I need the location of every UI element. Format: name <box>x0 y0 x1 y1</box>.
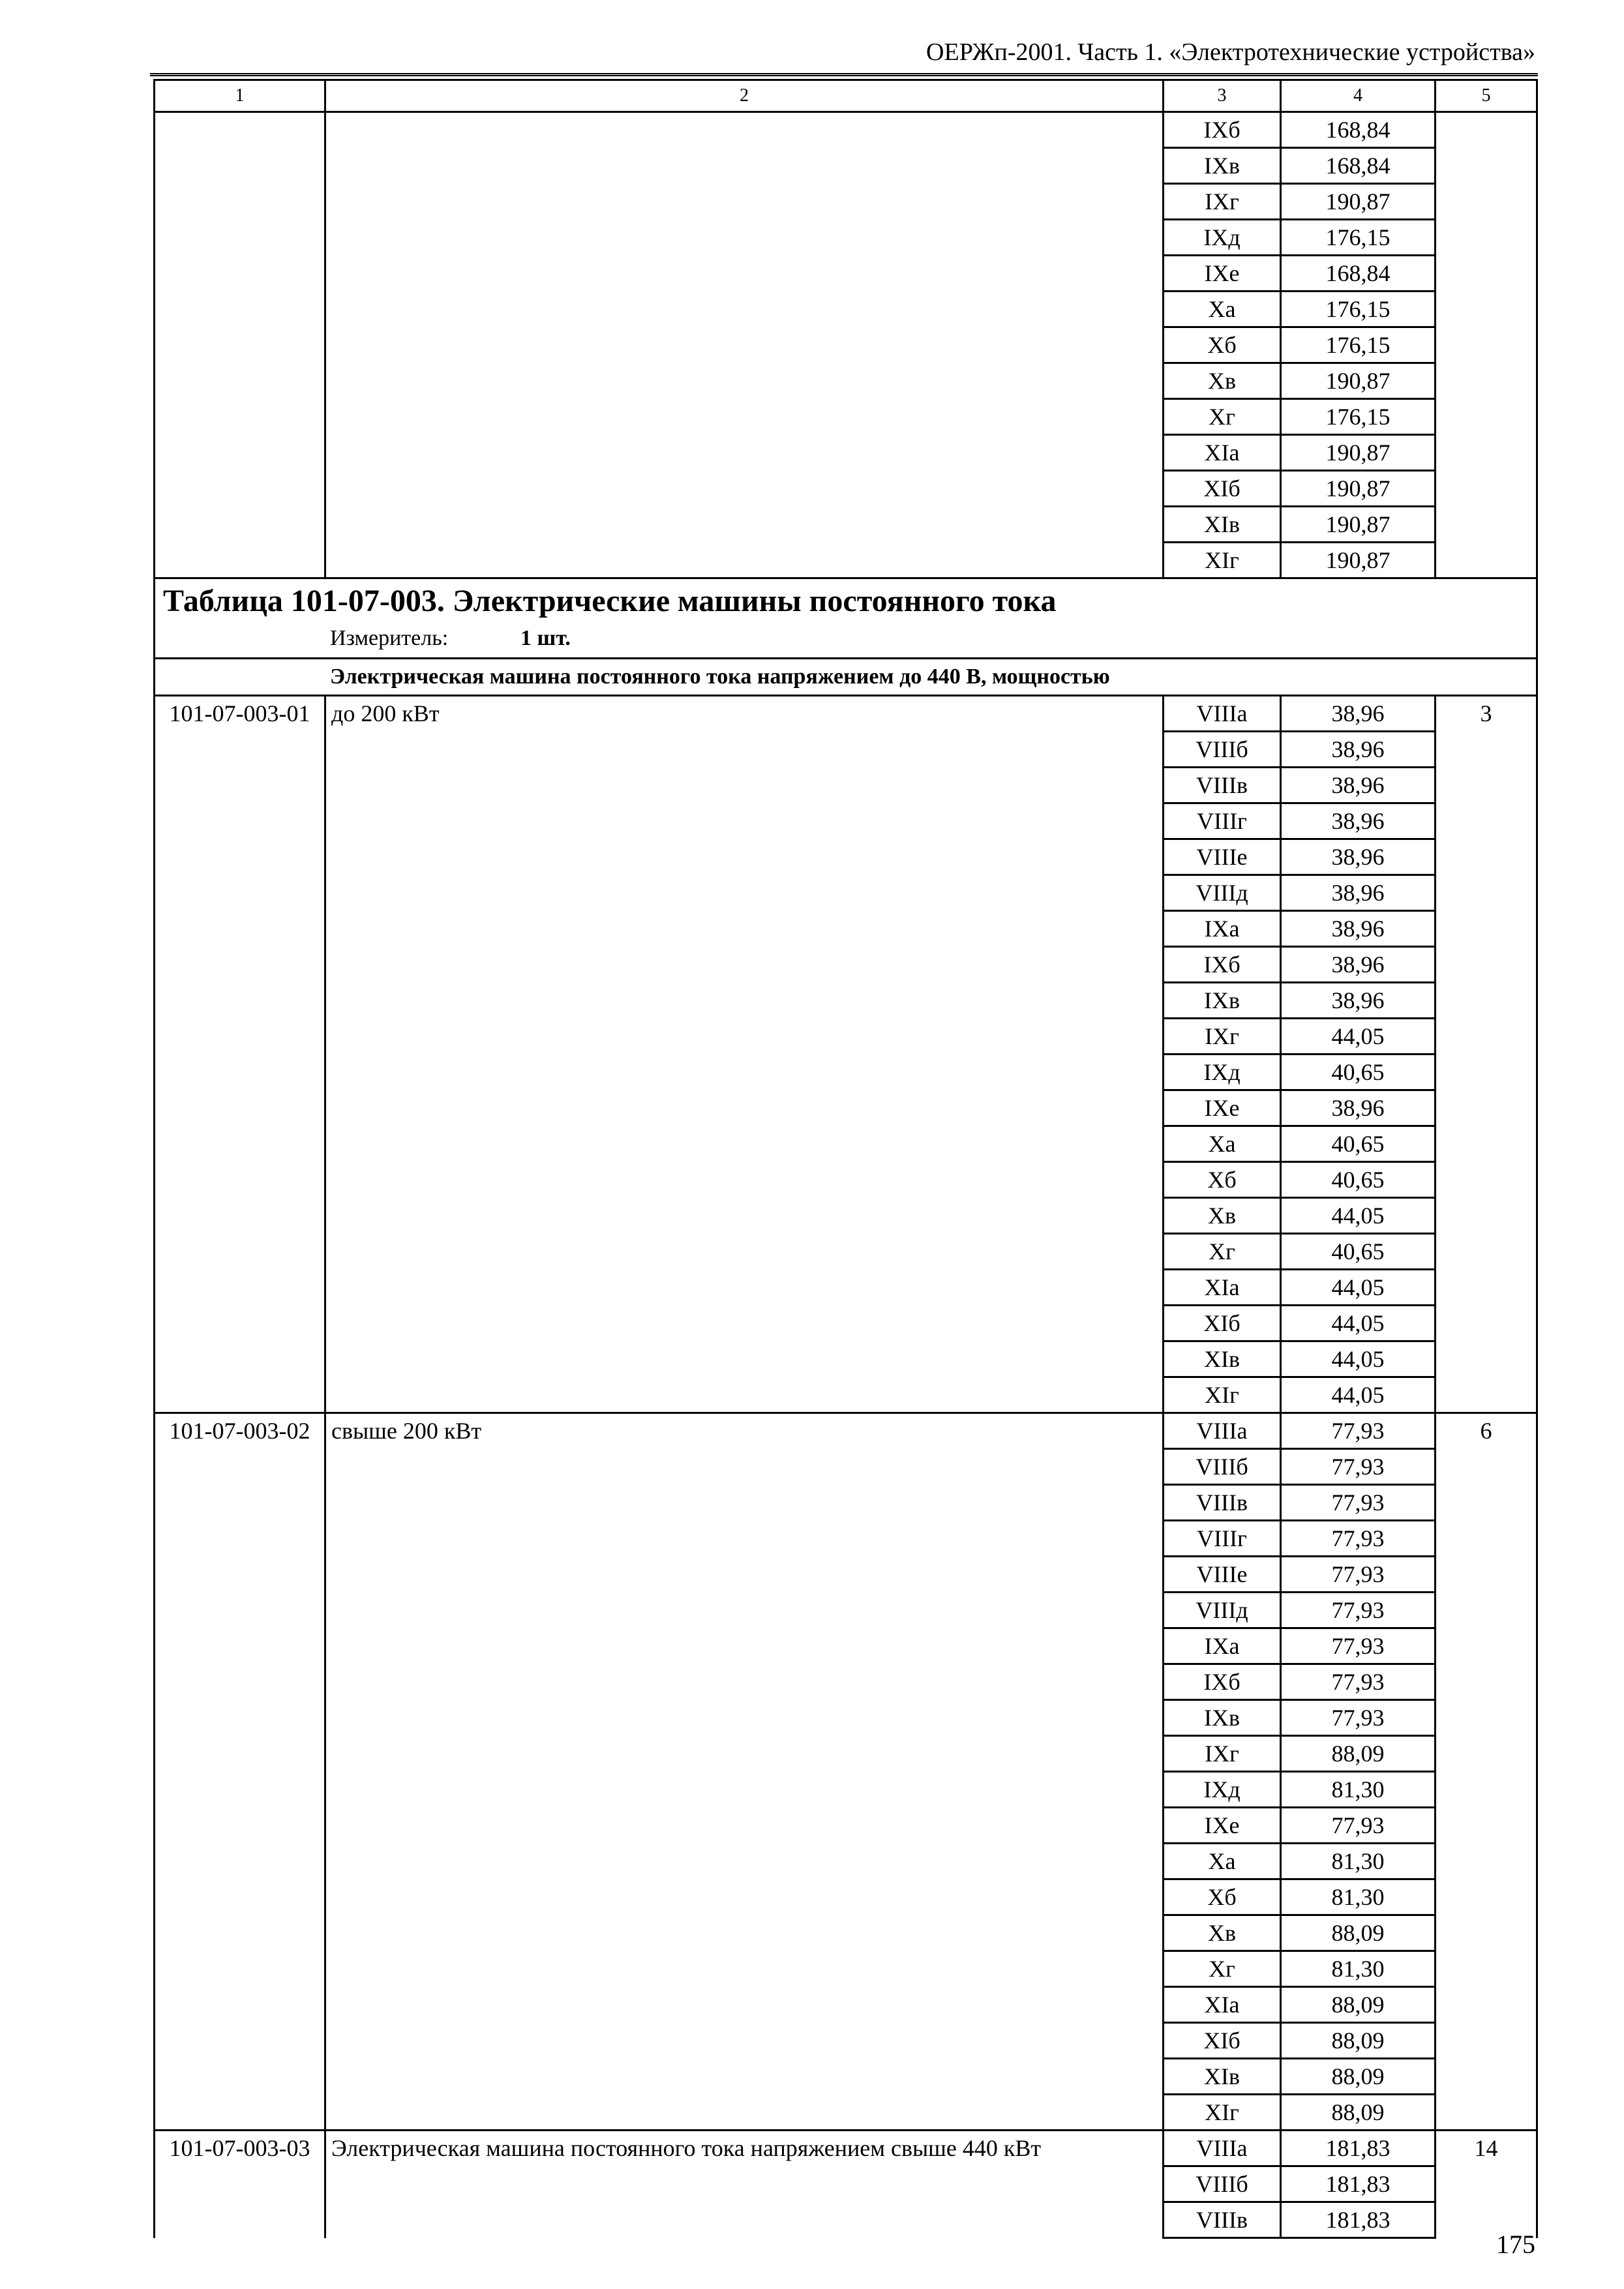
rates-table <box>153 79 1538 2239</box>
zone-cell: Xб <box>1164 1879 1281 1915</box>
zone-cell: VIIIв <box>1164 768 1281 803</box>
zone-cell: Xа <box>1164 1844 1281 1879</box>
value-cell: 176,15 <box>1281 292 1436 327</box>
zone-cell: Xг <box>1164 399 1281 435</box>
zone-cell: VIIIе <box>1164 839 1281 875</box>
value-cell: 168,84 <box>1281 148 1436 184</box>
zone-cell: XIв <box>1164 507 1281 543</box>
value-cell: 168,84 <box>1281 256 1436 292</box>
zone-cell: IXг <box>1164 184 1281 220</box>
value-cell: 44,05 <box>1281 1341 1436 1377</box>
value-cell: 38,96 <box>1281 732 1436 768</box>
value-cell: 38,96 <box>1281 696 1436 732</box>
page-number: 175 <box>1496 2230 1535 2259</box>
note-cell <box>1436 112 1537 578</box>
table-row <box>155 112 1537 148</box>
value-cell: 181,83 <box>1281 2131 1436 2166</box>
zone-cell: VIIIв <box>1164 2202 1281 2238</box>
value-cell: 77,93 <box>1281 1808 1436 1844</box>
zone-cell: IXв <box>1164 983 1281 1019</box>
value-cell: 88,09 <box>1281 1915 1436 1951</box>
value-cell: 81,30 <box>1281 1879 1436 1915</box>
value-cell: 88,09 <box>1281 2023 1436 2059</box>
zone-cell: VIIIб <box>1164 2166 1281 2202</box>
zone-cell: IXа <box>1164 1628 1281 1664</box>
zone-cell: Xа <box>1164 1126 1281 1162</box>
value-cell: 176,15 <box>1281 220 1436 256</box>
zone-cell: Xб <box>1164 327 1281 363</box>
value-cell: 40,65 <box>1281 1126 1436 1162</box>
value-cell: 77,93 <box>1281 1449 1436 1485</box>
zone-cell: IXд <box>1164 1055 1281 1090</box>
value-cell: 44,05 <box>1281 1270 1436 1306</box>
table-caption-title: Таблица 101-07-003. Электрические машины постоянного тока <box>163 584 1057 618</box>
value-cell: 77,93 <box>1281 1664 1436 1700</box>
zone-cell: Xа <box>1164 292 1281 327</box>
zone-cell: IXа <box>1164 911 1281 947</box>
column-number: 2 <box>325 80 1164 112</box>
zone-cell: VIIIв <box>1164 1485 1281 1521</box>
zone-cell: VIIIб <box>1164 732 1281 768</box>
zone-cell: VIIIе <box>1164 1557 1281 1593</box>
zone-cell: Xв <box>1164 363 1281 399</box>
section-title: Электрическая машина постоянного тока напряжением до 440 В, мощностью <box>155 659 1537 696</box>
zone-cell: XIг <box>1164 1377 1281 1413</box>
zone-cell: VIIIа <box>1164 2131 1281 2166</box>
value-cell: 176,15 <box>1281 399 1436 435</box>
rate-note: 14 <box>1436 2131 1537 2238</box>
column-number: 4 <box>1281 80 1436 112</box>
section-title-row <box>155 659 1537 696</box>
value-cell: 176,15 <box>1281 327 1436 363</box>
value-cell: 81,30 <box>1281 1772 1436 1808</box>
value-cell: 190,87 <box>1281 435 1436 471</box>
value-cell: 88,09 <box>1281 2095 1436 2131</box>
value-cell: 190,87 <box>1281 363 1436 399</box>
zone-cell: IXе <box>1164 1090 1281 1126</box>
zone-cell: XIа <box>1164 1270 1281 1306</box>
value-cell: 40,65 <box>1281 1055 1436 1090</box>
value-cell: 77,93 <box>1281 1628 1436 1664</box>
value-cell: 181,83 <box>1281 2202 1436 2238</box>
zone-cell: Xв <box>1164 1198 1281 1234</box>
value-cell: 88,09 <box>1281 1736 1436 1772</box>
zone-cell: VIIIа <box>1164 1413 1281 1449</box>
value-cell: 38,96 <box>1281 803 1436 839</box>
zone-cell: XIа <box>1164 435 1281 471</box>
zone-cell: XIб <box>1164 2023 1281 2059</box>
table-row <box>155 696 1537 732</box>
value-cell: 44,05 <box>1281 1377 1436 1413</box>
zone-cell: Xг <box>1164 1951 1281 1987</box>
value-cell: 44,05 <box>1281 1306 1436 1341</box>
value-cell: 190,87 <box>1281 543 1436 578</box>
zone-cell: VIIIг <box>1164 1521 1281 1557</box>
zone-cell: XIб <box>1164 1306 1281 1341</box>
value-cell: 77,93 <box>1281 1521 1436 1557</box>
zone-cell: XIб <box>1164 471 1281 507</box>
rate-description: до 200 кВт <box>325 696 1164 1413</box>
value-cell: 181,83 <box>1281 2166 1436 2202</box>
value-cell: 81,30 <box>1281 1951 1436 1987</box>
value-cell: 77,93 <box>1281 1700 1436 1736</box>
zone-cell: IXб <box>1164 1664 1281 1700</box>
value-cell: 40,65 <box>1281 1162 1436 1198</box>
column-number-row <box>155 80 1537 112</box>
value-cell: 38,96 <box>1281 1090 1436 1126</box>
zone-cell: XIг <box>1164 2095 1281 2131</box>
zone-cell: IXв <box>1164 148 1281 184</box>
value-cell: 44,05 <box>1281 1019 1436 1055</box>
rate-note: 6 <box>1436 1413 1537 2131</box>
zone-cell: VIIIд <box>1164 875 1281 911</box>
rate-description: свыше 200 кВт <box>325 1413 1164 2131</box>
zone-cell: Xв <box>1164 1915 1281 1951</box>
value-cell: 190,87 <box>1281 507 1436 543</box>
zone-cell: Xб <box>1164 1162 1281 1198</box>
zone-cell: IXе <box>1164 256 1281 292</box>
zone-cell: XIв <box>1164 1341 1281 1377</box>
zone-cell: Xг <box>1164 1234 1281 1270</box>
unit-label: Измеритель: <box>330 626 449 650</box>
value-cell: 77,93 <box>1281 1485 1436 1521</box>
zone-cell: IXд <box>1164 220 1281 256</box>
value-cell: 77,93 <box>1281 1593 1436 1628</box>
description-cell <box>325 112 1164 578</box>
value-cell: 88,09 <box>1281 2059 1436 2095</box>
value-cell: 38,96 <box>1281 768 1436 803</box>
zone-cell: VIIIд <box>1164 1593 1281 1628</box>
value-cell: 190,87 <box>1281 184 1436 220</box>
rate-description: Электрическая машина постоянного тока напряжением свыше 440 кВт <box>325 2131 1164 2238</box>
zone-cell: IXб <box>1164 947 1281 983</box>
column-number: 1 <box>155 80 325 112</box>
value-cell: 38,96 <box>1281 983 1436 1019</box>
rate-code: 101-07-003-02 <box>155 1413 325 2131</box>
rate-note: 3 <box>1436 696 1537 1413</box>
zone-cell: IXе <box>1164 1808 1281 1844</box>
value-cell: 190,87 <box>1281 471 1436 507</box>
zone-cell: IXд <box>1164 1772 1281 1808</box>
zone-cell: IXг <box>1164 1736 1281 1772</box>
header-rule <box>150 73 1538 76</box>
zone-cell: VIIIа <box>1164 696 1281 732</box>
value-cell: 38,96 <box>1281 839 1436 875</box>
value-cell: 38,96 <box>1281 875 1436 911</box>
value-cell: 38,96 <box>1281 911 1436 947</box>
zone-cell: IXб <box>1164 112 1281 148</box>
value-cell: 44,05 <box>1281 1198 1436 1234</box>
table-caption-row <box>155 578 1537 659</box>
zone-cell: IXв <box>1164 1700 1281 1736</box>
zone-cell: XIг <box>1164 543 1281 578</box>
zone-cell: VIIIб <box>1164 1449 1281 1485</box>
value-cell: 77,93 <box>1281 1413 1436 1449</box>
rate-code: 101-07-003-01 <box>155 696 325 1413</box>
table-row <box>155 2131 1537 2166</box>
column-number: 5 <box>1436 80 1537 112</box>
document-header-title: ОЕРЖп-2001. Часть 1. «Электротехнические устройства» <box>926 38 1535 66</box>
zone-cell: XIв <box>1164 2059 1281 2095</box>
code-cell <box>155 112 325 578</box>
rate-code: 101-07-003-03 <box>155 2131 325 2238</box>
zone-cell: IXг <box>1164 1019 1281 1055</box>
column-number: 3 <box>1164 80 1281 112</box>
value-cell: 168,84 <box>1281 112 1436 148</box>
zone-cell: VIIIг <box>1164 803 1281 839</box>
value-cell: 38,96 <box>1281 947 1436 983</box>
table-row <box>155 1413 1537 1449</box>
unit-value: 1 шт. <box>520 626 571 650</box>
value-cell: 40,65 <box>1281 1234 1436 1270</box>
zone-cell: XIа <box>1164 1987 1281 2023</box>
value-cell: 81,30 <box>1281 1844 1436 1879</box>
value-cell: 77,93 <box>1281 1557 1436 1593</box>
value-cell: 88,09 <box>1281 1987 1436 2023</box>
